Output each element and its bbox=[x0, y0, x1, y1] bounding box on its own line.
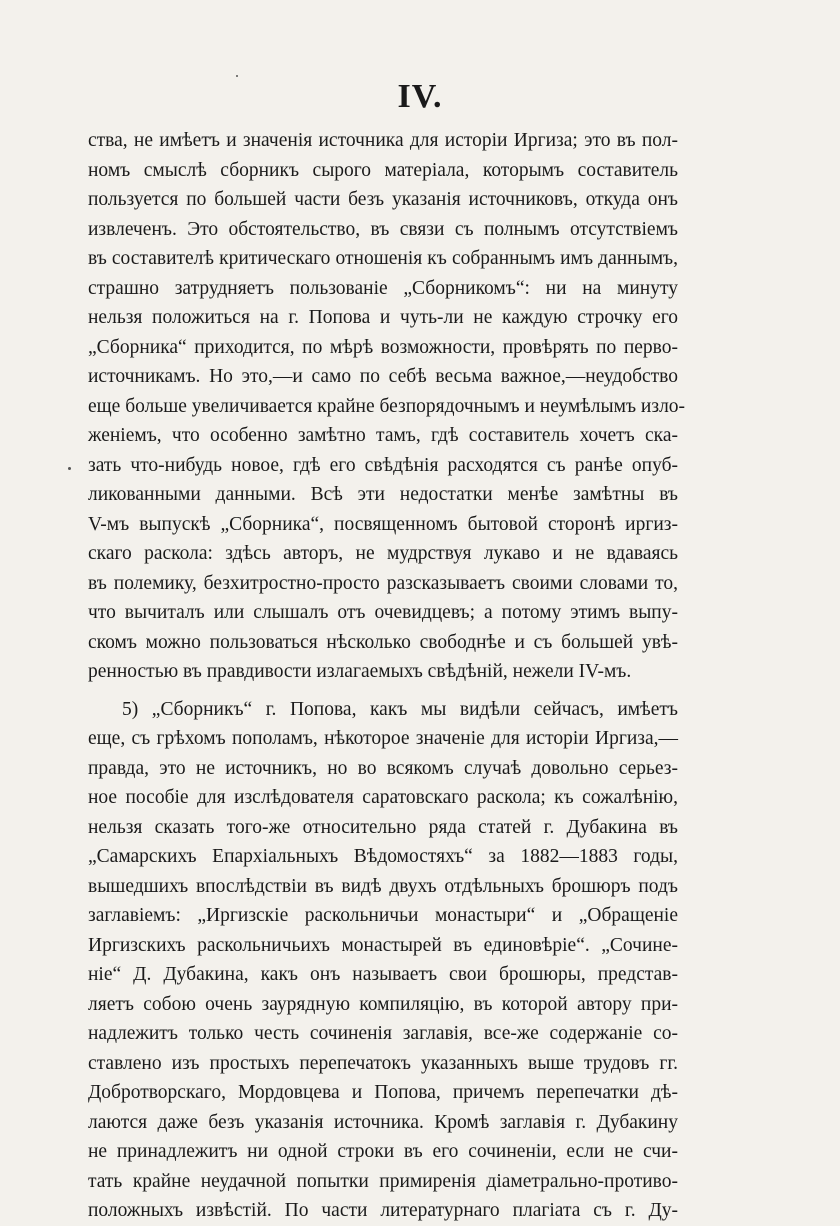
text-line: ніе“ Д. Дубакина, какъ онъ называетъ свои брошюры, представ- bbox=[88, 964, 678, 985]
text-line: надлежитъ только честь сочиненія заглавія, все-же содержаніе со- bbox=[88, 1023, 678, 1044]
text-line: ставлено изъ простыхъ перепечатокъ указанныхъ выше трудовъ гг. bbox=[88, 1052, 678, 1074]
text-line: страшно затрудняетъ пользованіе „Сборникомъ“: ни на минуту bbox=[88, 277, 678, 299]
text-line: правда, это не источникъ, но во всякомъ случаѣ довольно серьез- bbox=[88, 757, 678, 779]
text-line: скаго раскола: здѣсь авторъ, не мудрствуя лукаво и не вдаваясь bbox=[88, 543, 678, 564]
text-line: пользуется по большей части безъ указанія источниковъ, откуда онъ bbox=[88, 189, 678, 210]
text-line: источникамъ. Но это,—и само по себѣ весьма важное,—неудобство bbox=[88, 366, 678, 387]
paper-speck bbox=[236, 75, 238, 77]
text-line: Добротворскаго, Мордовцева и Попова, причемъ перепечатки дѣ- bbox=[88, 1082, 678, 1103]
text-line: зать что-нибудь новое, гдѣ его свѣдѣнія расходятся съ ранѣе опуб- bbox=[88, 454, 678, 476]
text-line: нельзя сказать того-же относительно ряда статей г. Дубакина въ bbox=[88, 816, 678, 838]
text-line: номъ смыслѣ сборникъ сырого матеріала, которымъ составитель bbox=[88, 159, 678, 181]
text-line: „Сборника“ приходится, по мѣрѣ возможности, провѣрять по перво- bbox=[88, 336, 678, 358]
text-line: положныхъ извѣстій. По части литературнаго плагіата съ г. Ду- bbox=[88, 1200, 678, 1221]
text-line: тать крайне неудачной попытки примиренія діаметрально-противо- bbox=[88, 1170, 678, 1192]
text-line: вышедшихъ впослѣдствіи въ видѣ двухъ отдѣльныхъ брошюръ подъ bbox=[88, 875, 678, 897]
text-line: нельзя положиться на г. Попова и чуть-ли не каждую строчку его bbox=[88, 307, 678, 328]
text-line: скомъ можно пользоваться нѣсколько свободнѣе и съ большей увѣ- bbox=[88, 631, 678, 653]
text-line: извлеченъ. Это обстоятельство, въ связи съ полнымъ отсутствіемъ bbox=[88, 218, 678, 240]
text-line: что вычиталъ или слышалъ отъ очевидцевъ; а потому этимъ выпу- bbox=[88, 602, 678, 623]
text-line: Иргизскихъ раскольничьихъ монастырей въ единовѣріе“. „Сочине- bbox=[88, 934, 678, 956]
text-line: лаются даже безъ указанія источника. Кромѣ заглавія г. Дубакину bbox=[88, 1111, 678, 1133]
text-line: не принадлежитъ ни одной строки въ его сочиненіи, если не счи- bbox=[88, 1141, 678, 1162]
text-line: ляетъ собою очень заурядную компиляцію, въ которой автору при- bbox=[88, 993, 678, 1015]
text-line: женіемъ, что особенно замѣтно тамъ, гдѣ составитель хочетъ ска- bbox=[88, 425, 678, 446]
paper-speck bbox=[68, 467, 71, 470]
page-number: IV. bbox=[397, 78, 443, 115]
text-line: еще, съ грѣхомъ пополамъ, нѣкоторое значеніе для исторіи Иргиза,— bbox=[88, 728, 678, 749]
paragraph-2 bbox=[88, 695, 678, 1226]
text-line: въ составителѣ критическаго отношенія къ собраннымъ имъ даннымъ, bbox=[88, 248, 678, 269]
text-line: еще больше увеличивается крайне безпорядочнымъ и неумѣлымъ изло- bbox=[88, 395, 686, 417]
text-line: V-мъ выпускѣ „Сборника“, посвященномъ бытовой сторонѣ иргиз- bbox=[88, 513, 678, 535]
text-line: „Самарскихъ Епархіальныхъ Вѣдомостяхъ“ за 1882—1883 годы, bbox=[88, 846, 678, 867]
text-line: ликованными данными. Всѣ эти недостатки менѣе замѣтны въ bbox=[88, 484, 678, 505]
paragraph-1 bbox=[88, 126, 686, 687]
text-line: ренностью въ правдивости излагаемыхъ свѣдѣній, нежели IV-мъ. bbox=[88, 661, 632, 682]
text-line: ное пособіе для изслѣдователя саратовскаго раскола; къ сожалѣнію, bbox=[88, 787, 678, 808]
text-line: заглавіемъ: „Иргизскіе раскольничьи монастыри“ и „Обращеніе bbox=[88, 905, 678, 926]
text-line: 5) „Сборникъ“ г. Попова, какъ мы видѣли сейчасъ, имѣетъ bbox=[122, 698, 678, 720]
text-line: ства, не имѣетъ и значенія источника для исторіи Иргиза; это въ пол- bbox=[88, 130, 678, 151]
body-text bbox=[88, 126, 686, 1226]
text-line: въ полемику, безхитростно-просто разсказываетъ своими словами то, bbox=[88, 572, 678, 594]
paragraph-gap bbox=[88, 687, 678, 695]
